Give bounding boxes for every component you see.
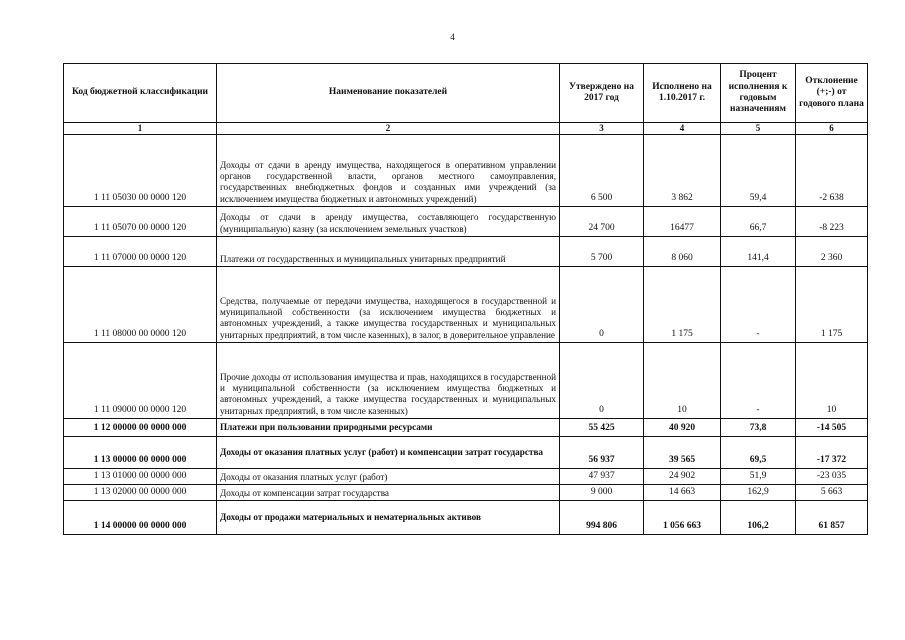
table-row — [64, 236, 868, 266]
row-code: 1 13 00000 00 0000 000 — [64, 436, 217, 468]
table-row — [64, 484, 868, 500]
row-executed: 39 565 — [644, 436, 721, 468]
table-row — [64, 500, 868, 534]
header-row — [64, 64, 868, 123]
header-code: Код бюджетной классификации — [64, 64, 217, 123]
header-name: Наименование показателей — [217, 64, 560, 123]
budget-table — [63, 63, 868, 535]
row-name: Платежи при пользовании природными ресурсами — [217, 418, 560, 436]
header-percent: Процент исполнения к годовым назначениям — [721, 64, 796, 123]
row-percent: 51,9 — [721, 468, 796, 484]
table-row — [64, 206, 868, 236]
row-code: 1 11 07000 00 0000 120 — [64, 236, 217, 266]
header-executed: Исполнено на 1.10.2017 г. — [644, 64, 721, 123]
row-code: 1 11 05030 00 0000 120 — [64, 134, 217, 206]
row-executed: 1 175 — [644, 266, 721, 342]
row-approved: 55 425 — [560, 418, 644, 436]
column-number: 3 — [560, 123, 644, 135]
row-approved: 47 937 — [560, 468, 644, 484]
row-percent: 69,5 — [721, 436, 796, 468]
row-deviation: -8 223 — [796, 206, 868, 236]
row-code: 1 13 02000 00 0000 000 — [64, 484, 217, 500]
row-approved: 994 806 — [560, 500, 644, 534]
row-deviation: 1 175 — [796, 266, 868, 342]
row-executed: 1 056 663 — [644, 500, 721, 534]
row-name: Прочие доходы от использования имущества и прав, находящихся в государственной и муниципальной собственности (за исключением имущества бюджетных и автономных учреждений, а также имущества государственных и муниципальных унитарных предприятий, в том числе казенных) — [217, 342, 560, 418]
row-deviation: 5 663 — [796, 484, 868, 500]
row-percent: 66,7 — [721, 206, 796, 236]
column-number: 6 — [796, 123, 868, 135]
row-deviation: -23 035 — [796, 468, 868, 484]
row-deviation: -17 372 — [796, 436, 868, 468]
table-row — [64, 342, 868, 418]
row-approved: 0 — [560, 342, 644, 418]
row-approved: 0 — [560, 266, 644, 342]
row-deviation: 2 360 — [796, 236, 868, 266]
column-number: 2 — [217, 123, 560, 135]
header-approved: Утверждено на 2017 год — [560, 64, 644, 123]
row-approved: 6 500 — [560, 134, 644, 206]
row-deviation: -2 638 — [796, 134, 868, 206]
row-percent: 141,4 — [721, 236, 796, 266]
row-deviation: 10 — [796, 342, 868, 418]
row-name: Платежи от государственных и муниципальных унитарных предприятий — [217, 236, 560, 266]
row-approved: 24 700 — [560, 206, 644, 236]
row-approved: 9 000 — [560, 484, 644, 500]
column-number: 5 — [721, 123, 796, 135]
row-percent: 59,4 — [721, 134, 796, 206]
row-executed: 8 060 — [644, 236, 721, 266]
row-executed: 24 902 — [644, 468, 721, 484]
row-executed: 3 862 — [644, 134, 721, 206]
page-number: 4 — [450, 32, 455, 42]
row-deviation: 61 857 — [796, 500, 868, 534]
row-name: Средства, получаемые от передачи имущества, находящегося в государственной и муниципальной собственности (за исключением имущества бюджетных и автономных учреждений, а также имущества государственных и муниципальных унитарных предприятий, в том числе казенных), в залог, в доверительное управление — [217, 266, 560, 342]
table-row — [64, 436, 868, 468]
table-row — [64, 134, 868, 206]
row-name: Доходы от сдачи в аренду имущества, находящегося в оперативном управлении органов государственной власти, органов местного самоуправления, государственных внебюджетных фондов и созданных ими учреждений (за исключением имущества бюджетных и автономных учреждений) — [217, 134, 560, 206]
row-name: Доходы от сдачи в аренду имущества, составляющего государственную (муниципальную) казну (за исключением земельных участков) — [217, 206, 560, 236]
row-percent: 73,8 — [721, 418, 796, 436]
column-number: 4 — [644, 123, 721, 135]
header-deviation: Отклонение (+;-) от годового плана — [796, 64, 868, 123]
row-percent: - — [721, 266, 796, 342]
row-code: 1 12 00000 00 0000 000 — [64, 418, 217, 436]
row-percent: - — [721, 342, 796, 418]
row-percent: 106,2 — [721, 500, 796, 534]
column-number: 1 — [64, 123, 217, 135]
row-name: Доходы от продажи материальных и нематериальных активов — [217, 500, 560, 534]
row-code: 1 11 08000 00 0000 120 — [64, 266, 217, 342]
table-row — [64, 266, 868, 342]
column-number-row — [64, 123, 868, 135]
row-code: 1 13 01000 00 0000 000 — [64, 468, 217, 484]
table-row — [64, 468, 868, 484]
row-name: Доходы от оказания платных услуг (работ) — [217, 468, 560, 484]
table-row — [64, 418, 868, 436]
row-code: 1 11 05070 00 0000 120 — [64, 206, 217, 236]
row-code: 1 14 00000 00 0000 000 — [64, 500, 217, 534]
row-approved: 56 937 — [560, 436, 644, 468]
row-executed: 16477 — [644, 206, 721, 236]
row-name: Доходы от компенсации затрат государства — [217, 484, 560, 500]
row-executed: 40 920 — [644, 418, 721, 436]
row-executed: 14 663 — [644, 484, 721, 500]
row-percent: 162,9 — [721, 484, 796, 500]
row-executed: 10 — [644, 342, 721, 418]
row-name: Доходы от оказания платных услуг (работ) и компенсации затрат государства — [217, 436, 560, 468]
row-approved: 5 700 — [560, 236, 644, 266]
row-code: 1 11 09000 00 0000 120 — [64, 342, 217, 418]
row-deviation: -14 505 — [796, 418, 868, 436]
